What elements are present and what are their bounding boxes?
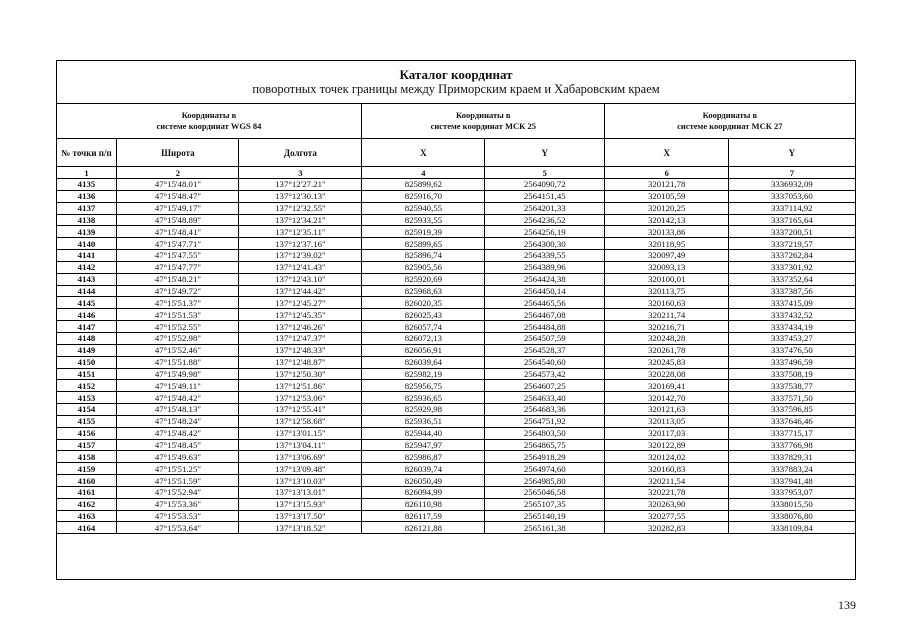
table-row xyxy=(56,427,855,439)
column-number: 7 xyxy=(729,167,855,179)
msk25-x-cell: 826050,49 xyxy=(362,475,485,487)
msk25-y-cell: 2564683,36 xyxy=(485,404,605,416)
table-row xyxy=(56,522,855,534)
msk25-y-cell: 2565107,35 xyxy=(485,498,605,510)
column-number: 3 xyxy=(239,167,362,179)
longitude-cell: 137°12'46.26" xyxy=(239,321,362,333)
point-number-cell: 4146 xyxy=(56,309,117,321)
coordinates-table xyxy=(56,103,856,534)
latitude-cell: 47°15'52.55" xyxy=(117,321,239,333)
msk25-y-cell: 2564751,92 xyxy=(485,415,605,427)
msk25-y-cell: 2564256,19 xyxy=(485,226,605,238)
longitude-cell: 137°13'04.11" xyxy=(239,439,362,451)
table-row xyxy=(56,344,855,356)
latitude-cell: 47°15'48.47" xyxy=(117,190,239,202)
msk27-y-cell: 3337053,60 xyxy=(729,190,855,202)
point-number-cell: 4138 xyxy=(56,214,117,226)
point-number-cell: 4155 xyxy=(56,415,117,427)
msk25-x-cell: 825933,55 xyxy=(362,214,485,226)
msk25-x-cell: 825920,69 xyxy=(362,273,485,285)
msk27-x-cell: 320277,55 xyxy=(605,510,729,522)
msk25-x-cell: 825936,65 xyxy=(362,392,485,404)
catalog-header xyxy=(57,61,855,104)
msk25-y-cell: 2565046,58 xyxy=(485,486,605,498)
table-row xyxy=(56,415,855,427)
latitude-cell: 47°15'48.42" xyxy=(117,427,239,439)
msk27-x-cell: 320228,08 xyxy=(605,368,729,380)
longitude-cell: 137°13'13.01" xyxy=(239,486,362,498)
msk25-y-cell: 2564339,55 xyxy=(485,250,605,262)
latitude-cell: 47°15'49.17" xyxy=(117,202,239,214)
longitude-cell: 137°12'39.02" xyxy=(239,250,362,262)
msk25-y-cell: 2564974,60 xyxy=(485,463,605,475)
msk27-x-cell: 320248,28 xyxy=(605,332,729,344)
msk27-x-cell: 320120,25 xyxy=(605,202,729,214)
longitude-cell: 137°12'50.30" xyxy=(239,368,362,380)
latitude-cell: 47°15'51.25" xyxy=(117,463,239,475)
msk27-x-cell: 320093,13 xyxy=(605,261,729,273)
msk27-y-cell: 3337200,51 xyxy=(729,226,855,238)
latitude-cell: 47°15'51.53" xyxy=(117,309,239,321)
latitude-cell: 47°15'52.46" xyxy=(117,344,239,356)
system-msk25-line2: системе координат МСК 25 xyxy=(430,121,536,131)
longitude-cell: 137°13'17.50" xyxy=(239,510,362,522)
point-number-cell: 4147 xyxy=(56,321,117,333)
point-number-cell: 4152 xyxy=(56,380,117,392)
point-number-cell: 4149 xyxy=(56,344,117,356)
msk25-x-cell: 825905,56 xyxy=(362,261,485,273)
msk25-x-cell: 826025,43 xyxy=(362,309,485,321)
msk25-x-cell: 826039,64 xyxy=(362,356,485,368)
point-number-cell: 4164 xyxy=(56,522,117,534)
page-number: 139 xyxy=(838,598,856,612)
msk27-y-cell: 3337829,31 xyxy=(729,451,855,463)
longitude-cell: 137°12'58.68" xyxy=(239,415,362,427)
msk27-y-cell: 3337453,27 xyxy=(729,332,855,344)
point-number-cell: 4139 xyxy=(56,226,117,238)
msk27-x-cell: 320169,41 xyxy=(605,380,729,392)
msk25-x-cell: 825968,63 xyxy=(362,285,485,297)
msk27-y-cell: 3337352,64 xyxy=(729,273,855,285)
longitude-cell: 137°12'48.87" xyxy=(239,356,362,368)
system-wgs84-line1: Координаты в xyxy=(181,110,237,120)
msk27-x-cell: 320142,13 xyxy=(605,214,729,226)
msk27-y-cell: 3337476,50 xyxy=(729,344,855,356)
table-row xyxy=(56,179,855,191)
msk25-y-cell: 2564484,88 xyxy=(485,321,605,333)
msk27-x-cell: 320121,63 xyxy=(605,404,729,416)
msk27-x-cell: 320211,54 xyxy=(605,475,729,487)
coordinate-systems-row xyxy=(56,104,855,139)
latitude-cell: 47°15'47.71" xyxy=(117,238,239,250)
msk27-y-cell: 3337262,84 xyxy=(729,250,855,262)
table-row xyxy=(56,368,855,380)
table-row xyxy=(56,380,855,392)
msk27-y-cell: 3338109,84 xyxy=(729,522,855,534)
msk25-y-cell: 2564528,37 xyxy=(485,344,605,356)
msk25-y-cell: 2564540,60 xyxy=(485,356,605,368)
longitude-cell: 137°12'51.86" xyxy=(239,380,362,392)
table-row xyxy=(56,261,855,273)
msk27-y-cell: 3337646,46 xyxy=(729,415,855,427)
latitude-header: Широта xyxy=(117,139,239,167)
msk27-y-cell: 3337219,57 xyxy=(729,238,855,250)
msk25-y-cell: 2565140,19 xyxy=(485,510,605,522)
table-row xyxy=(56,226,855,238)
msk25-y-header: Y xyxy=(485,139,605,167)
msk27-x-cell: 320121,78 xyxy=(605,179,729,191)
msk25-x-cell: 825916,70 xyxy=(362,190,485,202)
catalog-frame xyxy=(56,60,856,580)
table-row xyxy=(56,404,855,416)
longitude-cell: 137°13'18.52" xyxy=(239,522,362,534)
msk25-x-cell: 826094,99 xyxy=(362,486,485,498)
msk27-y-cell: 3337715,17 xyxy=(729,427,855,439)
longitude-cell: 137°12'32.55" xyxy=(239,202,362,214)
table-row xyxy=(56,309,855,321)
msk27-y-cell: 3337941,48 xyxy=(729,475,855,487)
column-number: 2 xyxy=(117,167,239,179)
point-number-cell: 4163 xyxy=(56,510,117,522)
msk27-y-cell: 3337508,19 xyxy=(729,368,855,380)
msk25-y-cell: 2564465,56 xyxy=(485,297,605,309)
msk25-x-cell: 826057,74 xyxy=(362,321,485,333)
msk25-y-cell: 2564450,14 xyxy=(485,285,605,297)
msk27-y-cell: 3337596,85 xyxy=(729,404,855,416)
msk25-y-cell: 2564573,42 xyxy=(485,368,605,380)
msk27-y-cell: 3337114,92 xyxy=(729,202,855,214)
table-row xyxy=(56,202,855,214)
msk25-x-cell: 825956,75 xyxy=(362,380,485,392)
latitude-cell: 47°15'52.98" xyxy=(117,332,239,344)
msk27-x-cell: 320142,70 xyxy=(605,392,729,404)
msk27-x-header: X xyxy=(605,139,729,167)
msk25-x-cell: 825982,19 xyxy=(362,368,485,380)
msk27-x-cell: 320097,49 xyxy=(605,250,729,262)
system-msk27-line2: системе координат МСК 27 xyxy=(677,121,783,131)
msk27-y-cell: 3337571,50 xyxy=(729,392,855,404)
msk25-x-cell: 825899,62 xyxy=(362,179,485,191)
msk25-x-cell: 825944,40 xyxy=(362,427,485,439)
msk27-x-cell: 320105,59 xyxy=(605,190,729,202)
msk27-x-cell: 320113,75 xyxy=(605,285,729,297)
msk25-y-cell: 2564865,75 xyxy=(485,439,605,451)
latitude-cell: 47°15'53.64" xyxy=(117,522,239,534)
msk27-y-cell: 3337165,64 xyxy=(729,214,855,226)
longitude-cell: 137°12'43.10" xyxy=(239,273,362,285)
msk25-x-cell: 825947,97 xyxy=(362,439,485,451)
system-msk27-line1: Координаты в xyxy=(702,110,758,120)
latitude-cell: 47°15'48.24" xyxy=(117,415,239,427)
point-number-cell: 4158 xyxy=(56,451,117,463)
point-number-cell: 4144 xyxy=(56,285,117,297)
point-number-cell: 4153 xyxy=(56,392,117,404)
msk25-x-cell: 825899,65 xyxy=(362,238,485,250)
msk27-x-cell: 320245,83 xyxy=(605,356,729,368)
longitude-cell: 137°12'35.11" xyxy=(239,226,362,238)
column-number: 5 xyxy=(485,167,605,179)
point-number-cell: 4154 xyxy=(56,404,117,416)
longitude-cell: 137°12'48.33" xyxy=(239,344,362,356)
latitude-cell: 47°15'51.37" xyxy=(117,297,239,309)
msk27-x-cell: 320113,05 xyxy=(605,415,729,427)
msk27-x-cell: 320117,03 xyxy=(605,427,729,439)
coordinates-body xyxy=(56,179,855,534)
point-number-cell: 4143 xyxy=(56,273,117,285)
system-wgs84-header xyxy=(56,104,362,139)
column-headers-row xyxy=(56,139,855,167)
longitude-cell: 137°12'37.16" xyxy=(239,238,362,250)
msk27-y-cell: 3337766,98 xyxy=(729,439,855,451)
msk25-x-cell: 826117,59 xyxy=(362,510,485,522)
table-row xyxy=(56,451,855,463)
msk27-x-cell: 320160,63 xyxy=(605,297,729,309)
latitude-cell: 47°15'49.98" xyxy=(117,368,239,380)
msk27-x-cell: 320118,95 xyxy=(605,238,729,250)
table-row xyxy=(56,285,855,297)
msk25-x-cell: 825896,74 xyxy=(362,250,485,262)
msk25-y-cell: 2564151,45 xyxy=(485,190,605,202)
msk27-x-cell: 320160,83 xyxy=(605,463,729,475)
msk27-y-cell: 3338076,80 xyxy=(729,510,855,522)
msk27-y-cell: 3337496,59 xyxy=(729,356,855,368)
latitude-cell: 47°15'48.13" xyxy=(117,404,239,416)
point-number-cell: 4156 xyxy=(56,427,117,439)
table-row xyxy=(56,439,855,451)
msk27-y-cell: 3337387,56 xyxy=(729,285,855,297)
longitude-cell: 137°13'01.15" xyxy=(239,427,362,439)
latitude-cell: 47°15'53.53" xyxy=(117,510,239,522)
latitude-cell: 47°15'53.36" xyxy=(117,498,239,510)
msk25-y-cell: 2564918,29 xyxy=(485,451,605,463)
longitude-cell: 137°12'27.21" xyxy=(239,179,362,191)
point-number-cell: 4148 xyxy=(56,332,117,344)
point-number-cell: 4142 xyxy=(56,261,117,273)
table-row xyxy=(56,475,855,487)
msk25-x-cell: 826072,13 xyxy=(362,332,485,344)
point-number-cell: 4145 xyxy=(56,297,117,309)
msk25-y-cell: 2564507,59 xyxy=(485,332,605,344)
system-msk25-header xyxy=(362,104,605,139)
longitude-cell: 137°12'34.21" xyxy=(239,214,362,226)
table-row xyxy=(56,321,855,333)
msk27-y-header: Y xyxy=(729,139,855,167)
msk25-y-cell: 2564090,72 xyxy=(485,179,605,191)
msk27-x-cell: 320221,78 xyxy=(605,486,729,498)
msk25-y-cell: 2564424,38 xyxy=(485,273,605,285)
catalog-title: Каталог координат xyxy=(399,67,513,82)
longitude-cell: 137°12'45.35" xyxy=(239,309,362,321)
msk25-y-cell: 2564985,80 xyxy=(485,475,605,487)
msk25-x-cell: 825986,87 xyxy=(362,451,485,463)
point-number-cell: 4159 xyxy=(56,463,117,475)
point-number-cell: 4160 xyxy=(56,475,117,487)
msk27-y-cell: 3337883,24 xyxy=(729,463,855,475)
longitude-cell: 137°12'44.42" xyxy=(239,285,362,297)
table-row xyxy=(56,486,855,498)
msk25-y-cell: 2564236,52 xyxy=(485,214,605,226)
longitude-cell: 137°12'47.37" xyxy=(239,332,362,344)
column-number: 4 xyxy=(362,167,485,179)
point-number-cell: 4161 xyxy=(56,486,117,498)
msk27-y-cell: 3337953,07 xyxy=(729,486,855,498)
msk25-x-cell: 825940,55 xyxy=(362,202,485,214)
msk25-y-cell: 2564803,50 xyxy=(485,427,605,439)
latitude-cell: 47°15'48.42" xyxy=(117,392,239,404)
latitude-cell: 47°15'48.01" xyxy=(117,179,239,191)
point-number-cell: 4162 xyxy=(56,498,117,510)
msk25-x-cell: 825936,51 xyxy=(362,415,485,427)
latitude-cell: 47°15'51.88" xyxy=(117,356,239,368)
latitude-cell: 47°15'47.77" xyxy=(117,261,239,273)
msk25-x-cell: 826020,35 xyxy=(362,297,485,309)
msk27-x-cell: 320124,02 xyxy=(605,451,729,463)
point-number-cell: 4141 xyxy=(56,250,117,262)
longitude-cell: 137°12'55.41" xyxy=(239,404,362,416)
table-row xyxy=(56,510,855,522)
latitude-cell: 47°15'48.45" xyxy=(117,439,239,451)
point-number-cell: 4140 xyxy=(56,238,117,250)
msk27-y-cell: 3336932,09 xyxy=(729,179,855,191)
msk27-y-cell: 3337415,09 xyxy=(729,297,855,309)
msk27-y-cell: 3337432,52 xyxy=(729,309,855,321)
msk25-x-cell: 826056,91 xyxy=(362,344,485,356)
msk27-x-cell: 320263,90 xyxy=(605,498,729,510)
latitude-cell: 47°15'52.94" xyxy=(117,486,239,498)
msk27-x-cell: 320216,71 xyxy=(605,321,729,333)
latitude-cell: 47°15'49.72" xyxy=(117,285,239,297)
msk25-y-cell: 2564300,30 xyxy=(485,238,605,250)
msk27-y-cell: 3337301,92 xyxy=(729,261,855,273)
table-row xyxy=(56,297,855,309)
latitude-cell: 47°15'47.55" xyxy=(117,250,239,262)
table-row xyxy=(56,250,855,262)
column-number: 1 xyxy=(56,167,117,179)
longitude-cell: 137°12'45.27" xyxy=(239,297,362,309)
longitude-cell: 137°13'15.93" xyxy=(239,498,362,510)
msk27-x-cell: 320122,89 xyxy=(605,439,729,451)
msk27-y-cell: 3338015,50 xyxy=(729,498,855,510)
column-number: 6 xyxy=(605,167,729,179)
system-msk25-line1: Координаты в xyxy=(456,110,511,120)
msk25-x-cell: 826039,74 xyxy=(362,463,485,475)
longitude-cell: 137°13'06.69" xyxy=(239,451,362,463)
longitude-cell: 137°12'53.06" xyxy=(239,392,362,404)
point-number-cell: 4157 xyxy=(56,439,117,451)
msk25-y-cell: 2564389,96 xyxy=(485,261,605,273)
msk27-x-cell: 320100,01 xyxy=(605,273,729,285)
latitude-cell: 47°15'48.89" xyxy=(117,214,239,226)
longitude-cell: 137°12'41.43" xyxy=(239,261,362,273)
latitude-cell: 47°15'49.11" xyxy=(117,380,239,392)
column-numbers-row xyxy=(56,167,855,179)
longitude-header: Долгота xyxy=(239,139,362,167)
table-row xyxy=(56,273,855,285)
msk27-y-cell: 3337538,77 xyxy=(729,380,855,392)
system-wgs84-line2: системе координат WGS 84 xyxy=(156,121,262,131)
msk25-x-cell: 825919,39 xyxy=(362,226,485,238)
msk25-y-cell: 2564633,40 xyxy=(485,392,605,404)
table-row xyxy=(56,190,855,202)
msk27-y-cell: 3337434,19 xyxy=(729,321,855,333)
msk25-x-cell: 825929,98 xyxy=(362,404,485,416)
catalog-subtitle: поворотных точек границы между Приморским краем и Хабаровским краем xyxy=(252,82,660,96)
table-row xyxy=(56,332,855,344)
point-number-cell: 4151 xyxy=(56,368,117,380)
latitude-cell: 47°15'49.63" xyxy=(117,451,239,463)
latitude-cell: 47°15'48.21" xyxy=(117,273,239,285)
latitude-cell: 47°15'51.59" xyxy=(117,475,239,487)
msk27-x-cell: 320282,83 xyxy=(605,522,729,534)
msk25-y-cell: 2564201,33 xyxy=(485,202,605,214)
longitude-cell: 137°12'30.13" xyxy=(239,190,362,202)
msk25-x-header: X xyxy=(362,139,485,167)
msk25-y-cell: 2565161,38 xyxy=(485,522,605,534)
point-number-cell: 4150 xyxy=(56,356,117,368)
msk27-x-cell: 320211,74 xyxy=(605,309,729,321)
point-number-header: № точки п/п xyxy=(56,139,117,167)
table-row xyxy=(56,498,855,510)
point-number-cell: 4137 xyxy=(56,202,117,214)
longitude-cell: 137°13'10.03" xyxy=(239,475,362,487)
longitude-cell: 137°13'09.48" xyxy=(239,463,362,475)
msk25-y-cell: 2564467,08 xyxy=(485,309,605,321)
latitude-cell: 47°15'48.41" xyxy=(117,226,239,238)
table-row xyxy=(56,214,855,226)
msk27-x-cell: 320133,86 xyxy=(605,226,729,238)
msk25-x-cell: 826121,88 xyxy=(362,522,485,534)
msk25-y-cell: 2564607,25 xyxy=(485,380,605,392)
table-row xyxy=(56,356,855,368)
table-row xyxy=(56,463,855,475)
table-row xyxy=(56,238,855,250)
system-msk27-header xyxy=(605,104,855,139)
point-number-cell: 4136 xyxy=(56,190,117,202)
msk25-x-cell: 826110,98 xyxy=(362,498,485,510)
table-row xyxy=(56,392,855,404)
point-number-cell: 4135 xyxy=(56,179,117,191)
msk27-x-cell: 320261,78 xyxy=(605,344,729,356)
